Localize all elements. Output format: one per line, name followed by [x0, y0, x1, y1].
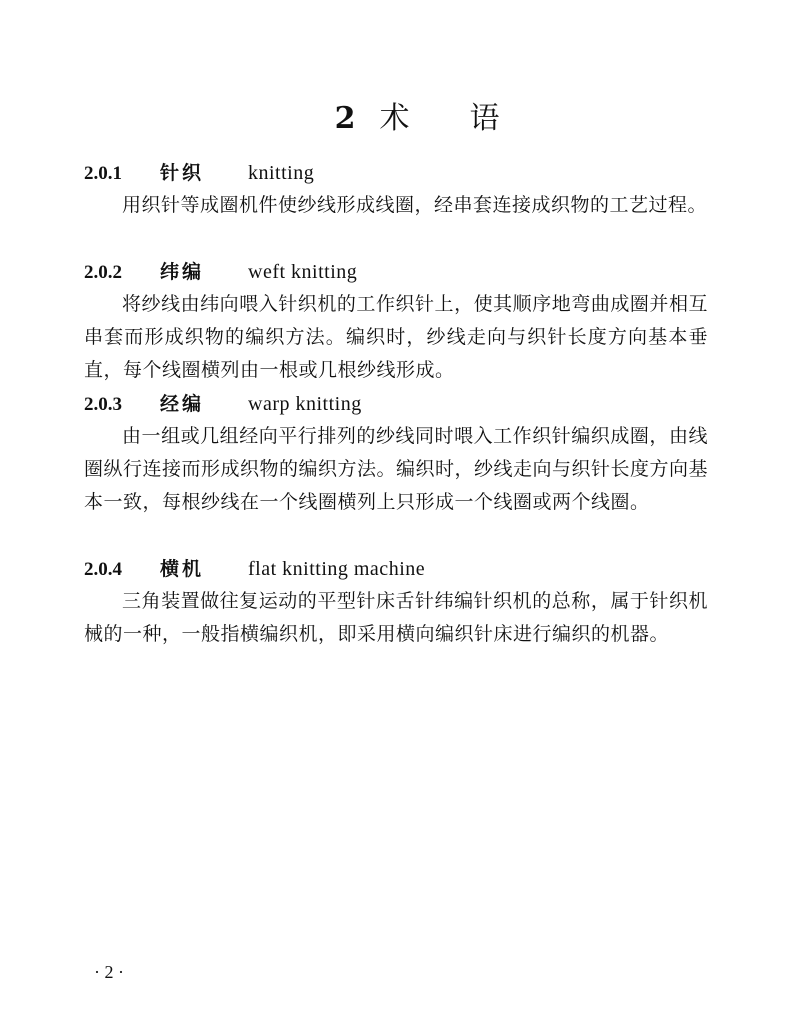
term-definition: 用织针等成圈机件使纱线形成线圈，经串套连接成织物的工艺过程。: [122, 194, 708, 216]
chapter-title-part1: 术: [379, 101, 412, 136]
term-entry: [84, 256, 708, 387]
term-heading: [84, 157, 708, 189]
page-number: · 2 ·: [94, 962, 124, 982]
term-definition: 由一组或几组经向平行排列的纱线同时喂入工作织针编织成圈，由线圈纵行连接而形成织物的编织方法。编织时，纱线走向与织针长度方向基本一致，每根纱线在一个线圈横列上只形成一个线圈或两个线圈。: [84, 425, 709, 513]
term-number: 2.0.2: [84, 262, 122, 283]
term-heading: [84, 256, 708, 288]
term-entry: [84, 157, 708, 222]
term-heading: [84, 553, 708, 585]
term-number: 2.0.1: [84, 163, 122, 184]
chapter-title-part2: 语: [469, 101, 502, 136]
term-number: 2.0.4: [84, 559, 122, 580]
term-english: knitting: [248, 162, 315, 184]
term-entry: [84, 553, 708, 651]
term-chinese: 横机: [160, 558, 205, 580]
term-chinese: 针织: [160, 162, 205, 184]
term-english: flat knitting machine: [248, 558, 426, 580]
term-entry: [84, 388, 708, 519]
term-definition: 将纱线由纬向喂入针织机的工作织针上，使其顺序地弯曲成圈并相互串套而形成织物的编织方法。编织时，纱线走向与织针长度方向基本垂直，每个线圈横列由一根或几根纱线形成。: [84, 293, 708, 381]
term-english: weft knitting: [248, 261, 358, 283]
term-chinese: 纬编: [160, 261, 205, 283]
term-chinese: 经编: [160, 393, 205, 415]
chapter-title: [0, 58, 790, 172]
term-number: 2.0.3: [84, 394, 122, 415]
term-english: warp knitting: [248, 393, 362, 415]
chapter-number: 2: [334, 101, 358, 136]
term-heading: [84, 388, 708, 420]
term-definition: 三角装置做往复运动的平型针床舌针纬编针织机的总称，属于针织机械的一种，一般指横编织机，即采用横向编织针床进行编织的机器。: [84, 590, 708, 645]
